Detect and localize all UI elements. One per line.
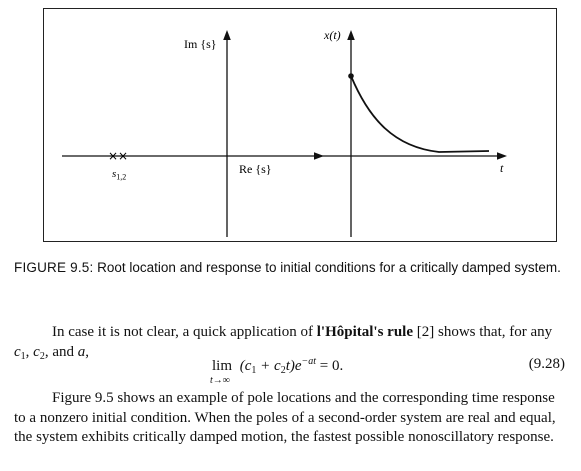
s-plane-plot bbox=[62, 30, 324, 237]
x-axis-arrow-icon bbox=[347, 30, 355, 40]
paragraph-discussion: Figure 9.5 shows an example of pole locations and the corresponding time response to a nonzero initial condition. When the poles of a second-order system are real and equal, the system exhibits critically damped motion, the fastest possible nonoscillatory response. bbox=[14, 390, 556, 445]
eq-close: t)e bbox=[285, 358, 302, 374]
eq-plus: + c bbox=[256, 358, 281, 374]
limit-operator bbox=[210, 358, 236, 386]
time-axis-label: t bbox=[500, 161, 504, 175]
var-c2: c bbox=[33, 343, 40, 360]
im-axis-label: Im {s} bbox=[184, 37, 217, 51]
var-c1-sub: 1 bbox=[20, 350, 26, 362]
figure-frame bbox=[43, 8, 557, 242]
lim-text: lim bbox=[212, 358, 233, 374]
lhopital-rule-term: l'Hôpital's rule bbox=[316, 324, 413, 340]
para1-and: , and bbox=[44, 343, 78, 360]
eq-exponent: −at bbox=[301, 356, 317, 367]
response-curve bbox=[351, 76, 489, 152]
double-pole-marker-icon: ×× bbox=[108, 149, 129, 163]
para1-end: , bbox=[85, 343, 90, 360]
initial-condition-point bbox=[348, 73, 354, 79]
equation-number: (9.28) bbox=[528, 356, 565, 372]
response-axis-label: x(t) bbox=[324, 28, 341, 42]
figure-drawing bbox=[44, 9, 558, 243]
eq-open: (c bbox=[239, 358, 252, 374]
figure-caption bbox=[14, 258, 566, 278]
eq-equals: = 0. bbox=[316, 358, 344, 374]
equation-body bbox=[210, 356, 344, 386]
var-c1: c bbox=[14, 343, 21, 360]
time-response-plot bbox=[320, 28, 507, 237]
lim-subscript: t→∞ bbox=[210, 375, 230, 386]
para1-text-a: In case it is not clear, a quick application of bbox=[52, 324, 317, 340]
re-axis-label: Re {s} bbox=[239, 162, 272, 176]
var-a: a bbox=[77, 343, 86, 360]
var-c2-sub: 2 bbox=[39, 350, 45, 362]
im-axis-arrow-icon bbox=[223, 30, 231, 40]
eq-c2-sub: 2 bbox=[280, 365, 286, 376]
t-axis-arrow-icon bbox=[497, 152, 507, 160]
equation-9-28 bbox=[14, 355, 567, 391]
caption-text: Root location and response to initial conditions for a critically damped system. bbox=[97, 260, 561, 275]
para1-comma: , bbox=[25, 343, 34, 360]
eq-c1-sub: 1 bbox=[251, 365, 257, 376]
pole-label: $s_{1,2}$ bbox=[112, 168, 127, 182]
para1-text-b: [2] shows that, for any bbox=[413, 324, 553, 340]
caption-label: FIGURE 9.5: bbox=[14, 260, 94, 275]
